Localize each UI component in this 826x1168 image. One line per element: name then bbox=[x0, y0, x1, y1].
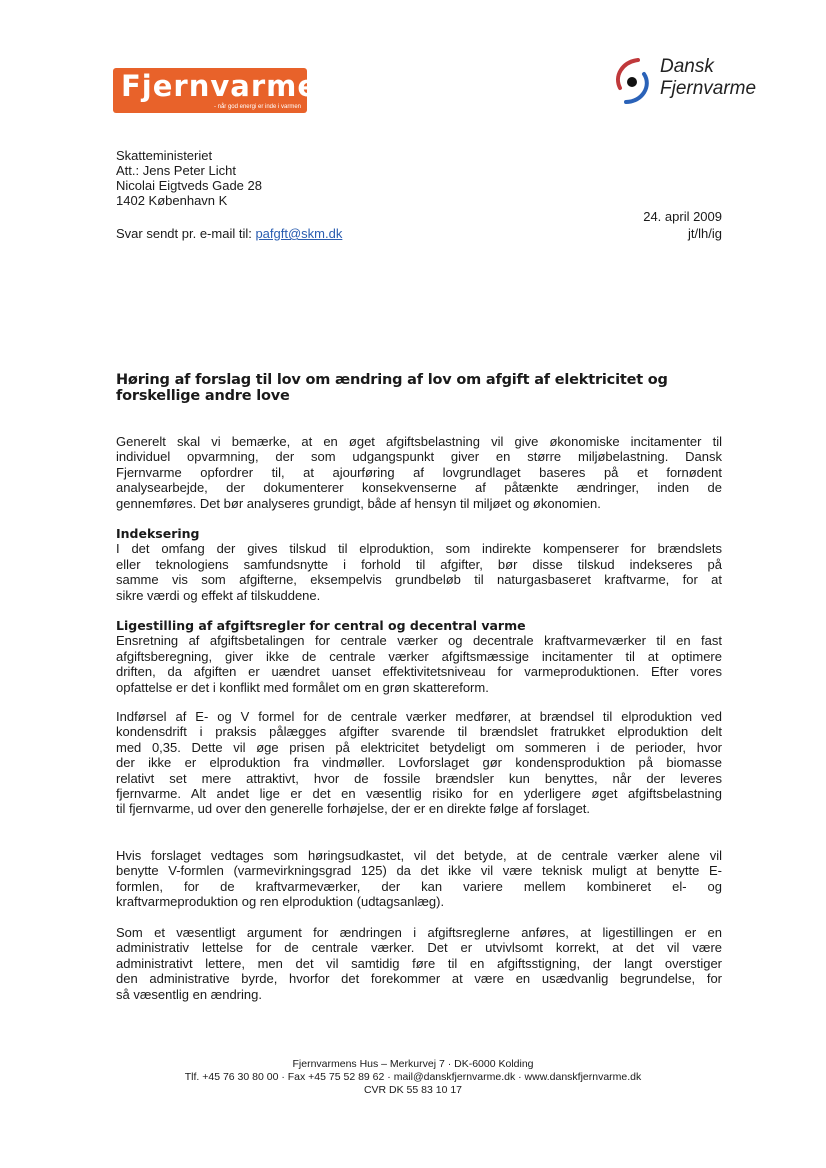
paragraph-line: benytte V-formlen (varmevirkningsgrad 125) da det ikke vil være teknisk muligt at benytte E- bbox=[116, 863, 722, 879]
paragraph bbox=[116, 709, 722, 817]
paragraph-line: analysearbejde, der dokumenterer konsekvenserne af påtænkte ændringer, inden de bbox=[116, 480, 722, 496]
paragraph-line: I det omfang der gives tilskud til elproduktion, som indirekte kompenserer for brændslets bbox=[116, 541, 722, 557]
recipient-address bbox=[116, 148, 262, 208]
address-line: Nicolai Eigtveds Gade 28 bbox=[116, 178, 262, 193]
paragraph-line: formlen, for de kraftvarmeværker, der kan variere mellem kombineret el- og bbox=[116, 878, 722, 894]
paragraph-line: kondensdrift i praksis pålægges afgifter svarende til brændslet fratrukket elproduktion delt bbox=[116, 724, 722, 740]
paragraph-line: den administrative byrde, hvorfor det forekommer at være en usædvanlig begrundelse, for bbox=[116, 971, 722, 987]
paragraph bbox=[116, 925, 722, 1002]
paragraph-line: Indførsel af E- og V formel for de centrale værker medfører, at brændsel til elproduktion ved bbox=[116, 709, 722, 724]
paragraph-line: individuel opvarmning, der som udgangspunkt giver en større miljøbelastning. Dansk bbox=[116, 449, 722, 465]
paragraph-line: så væsentlig en ændring. bbox=[116, 986, 262, 1002]
paragraph-line: opfattelse er det i konflikt med formålet om en grøn skattereform. bbox=[116, 679, 489, 695]
dansk-fjernvarme-logo bbox=[612, 56, 772, 106]
paragraph-line: Ensretning af afgiftsbetalingen for centrale værker og decentrale kraftvarmeværker til en fast bbox=[116, 633, 722, 649]
swirl-logo-icon bbox=[612, 56, 656, 106]
footer-contact: Tlf. +45 76 30 80 00 · Fax +45 75 52 89 62 · mail@danskfjernvarme.dk · www.danskfjernvarme.dk bbox=[184, 1071, 642, 1083]
section-ligestilling bbox=[116, 618, 722, 695]
paragraph-line: relativt set mere attraktivt, hvor de fossile brændsler kun benyttes, når der leveres bbox=[116, 770, 722, 786]
paragraph-line: gennemføres. Det bør analyseres grundigt, både af hensyn til miljøet og økonomien. bbox=[116, 495, 601, 511]
paragraph-line: samme vis som afgifterne, eksempelvis grundbeløb til naturgasbaseret kraftvarme, for at bbox=[116, 572, 722, 588]
paragraph-line: fjernvarme. Alt andet lige er det en væsentlig risiko for en yderligere øget afgiftsbelastning bbox=[116, 786, 722, 802]
footer-address: Fjernvarmens Hus – Merkurvej 7 · DK-6000 Kolding bbox=[292, 1058, 534, 1070]
section-heading: Indeksering bbox=[116, 526, 200, 541]
letter-date: 24. april 2009 bbox=[643, 209, 722, 224]
letter-reference: jt/lh/ig bbox=[688, 226, 722, 241]
reply-label: Svar sendt pr. e-mail til: bbox=[116, 226, 252, 241]
title-line: forskellige andre love bbox=[116, 388, 290, 404]
footer-cvr: CVR DK 55 83 10 17 bbox=[363, 1084, 463, 1096]
paragraph-line: afgiftsberegning, giver ikke de centrale værker afgiftsmæssige incitamenter til at optimere bbox=[116, 648, 722, 664]
logo-tagline: - når god energi er inde i varmen bbox=[213, 104, 301, 110]
paragraph-line: eller teknologiens samfundsnytte i forhold til afgifter, bør disse tilskud indekseres på bbox=[116, 556, 722, 572]
section-indeksering bbox=[116, 526, 722, 603]
letter-title bbox=[116, 372, 726, 404]
paragraph-line: der ikke er elproduktion fra vindmøller. Lovforslaget gør kondensproduktion på biomasse bbox=[116, 755, 722, 771]
paragraph-line: Som et væsentligt argument for ændringen i afgiftsreglerne anføres, at ligestillingen er en bbox=[116, 925, 722, 940]
paragraph-line: kraftvarmeproduktion og ren elproduktion (udtagsanlæg). bbox=[116, 894, 445, 910]
address-line: Att.: Jens Peter Licht bbox=[116, 163, 236, 178]
paragraph-line: administrativt lettere, men det vil samtidig føre til en afgiftsstigning, der langt overstiger bbox=[116, 955, 722, 971]
logo-word: Fjernvarme bbox=[121, 69, 319, 103]
paragraph bbox=[116, 434, 722, 511]
fjernvarme-logo bbox=[113, 68, 319, 113]
section-heading: Ligestilling af afgiftsregler for central og decentral varme bbox=[116, 618, 526, 633]
paragraph-line: sikre værdi og effekt af tilskuddene. bbox=[116, 587, 321, 603]
paragraph-line: Hvis forslaget vedtages som høringsudkastet, vil det betyde, at de centrale værker alene vil bbox=[116, 848, 722, 863]
date-block bbox=[643, 208, 722, 242]
paragraph-line: driften, da afgiften er uændret uanset effektivitetsniveau for varmeproduktionen. Efter vores bbox=[116, 664, 722, 680]
reply-line bbox=[116, 226, 342, 241]
paragraph-line: til fjernvarme, ud over den generelle forhøjelse, der er en direkte følge af forslaget. bbox=[116, 801, 591, 817]
logo-line-2: Fjernvarme bbox=[660, 78, 757, 99]
paragraph-line: Generelt skal vi bemærke, at en øget afgiftsbelastning vil give økonomiske incitamenter til bbox=[116, 434, 722, 449]
address-line: Skatteministeriet bbox=[116, 148, 213, 163]
logo-line-1: Dansk bbox=[660, 56, 714, 77]
title-line: Høring af forslag til lov om ændring af lov om afgift af elektricitet og bbox=[116, 372, 668, 388]
address-line: 1402 København K bbox=[116, 193, 228, 208]
paragraph bbox=[116, 848, 722, 910]
paragraph-line: med 0,35. Dette vil øge prisen på elektricitet betydeligt om sommeren i de perioder, hvor bbox=[116, 739, 722, 755]
paragraph-line: administrativ lettelse for de centrale værker. Det er utvivlsomt korrekt, at det vil være bbox=[116, 940, 722, 956]
paragraph-line: Fjernvarme opfordrer til, at ajourføring af lovgrundlaget baseres på et fornødent bbox=[116, 464, 722, 480]
reply-email-link[interactable]: pafgft@skm.dk bbox=[255, 226, 343, 241]
footer bbox=[0, 1058, 826, 1097]
